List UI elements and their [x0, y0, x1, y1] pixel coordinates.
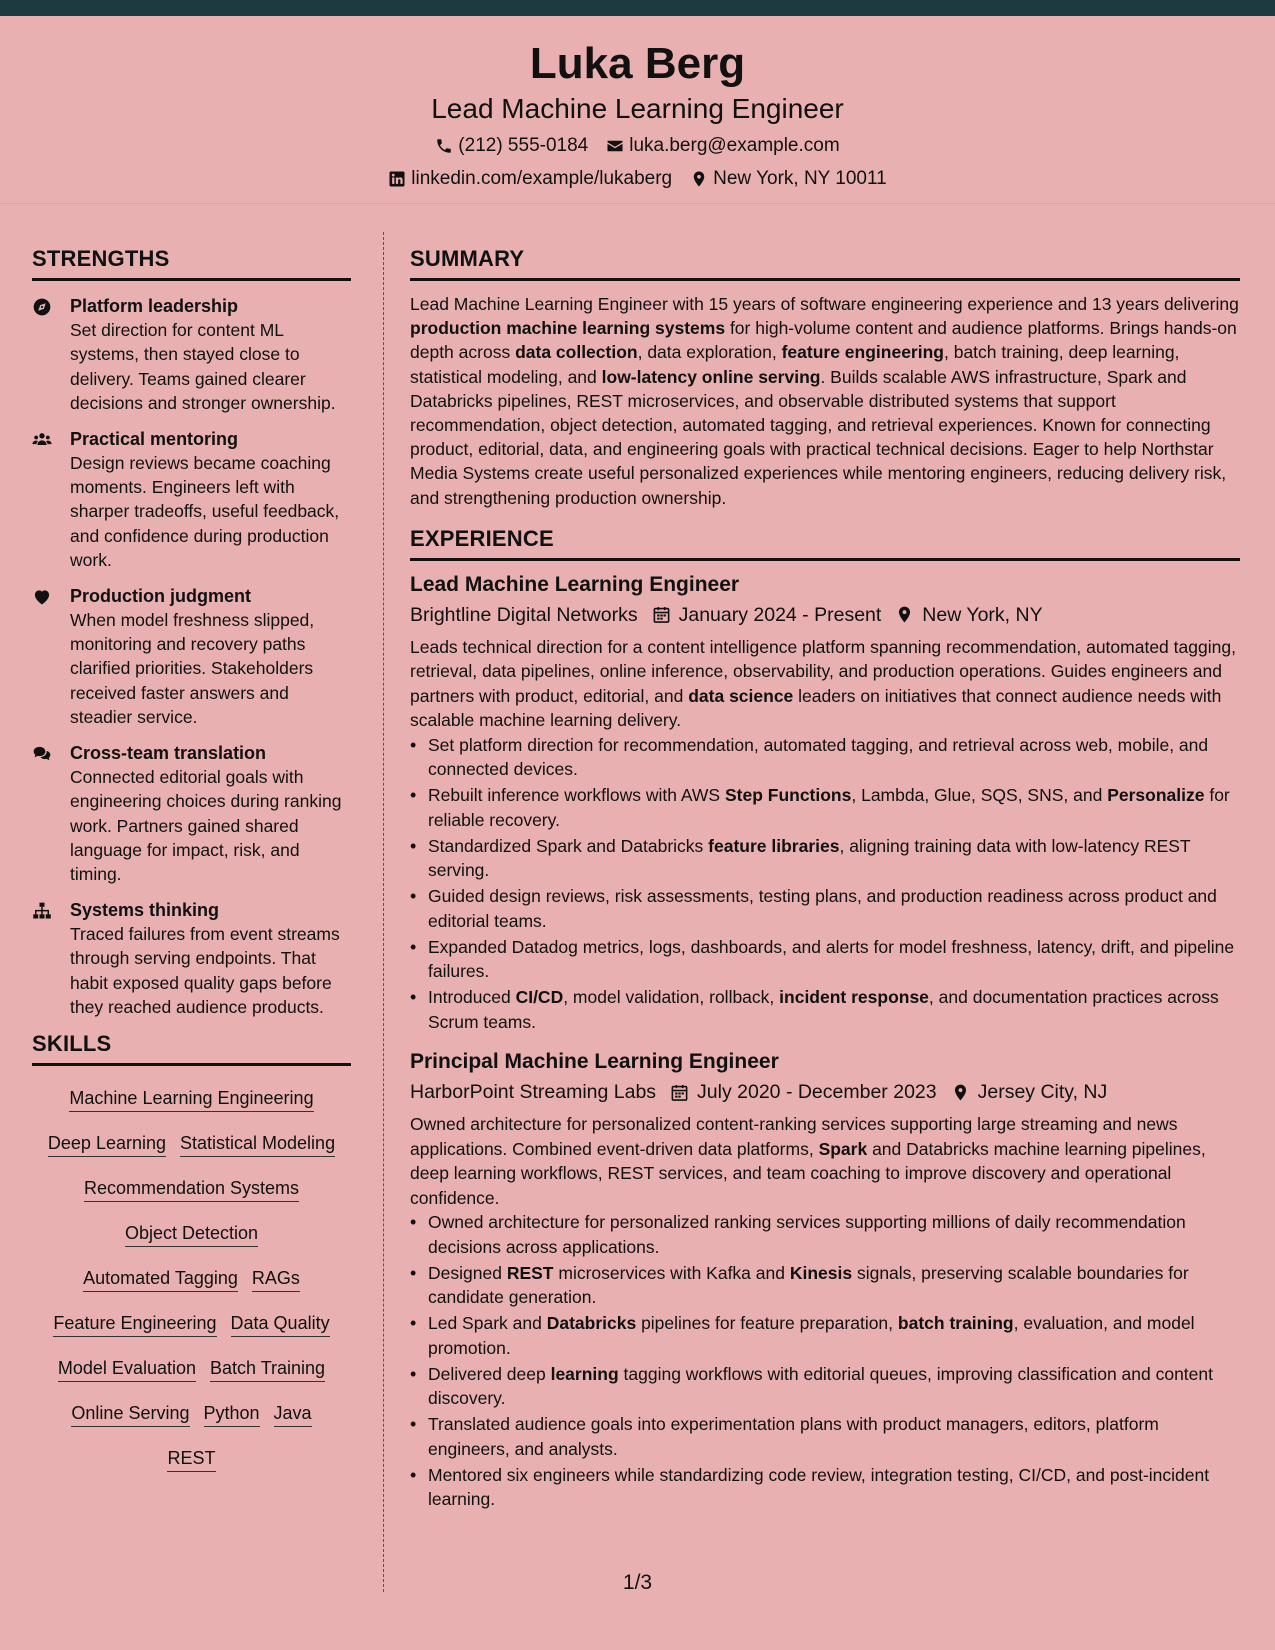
job-dates	[670, 1076, 937, 1108]
skills-row	[32, 1166, 351, 1211]
skills-row	[32, 1391, 351, 1436]
map-pin-icon	[690, 170, 708, 188]
skill-tag: Automated Tagging	[83, 1267, 238, 1292]
strength-description: Connected editorial goals with engineering choices during ranking work. Partners gained shared language for impact, risk, and timing.	[70, 766, 342, 885]
skills-row	[32, 1301, 351, 1346]
job-bullet: • Translated audience goals into experimentation plans with product managers, editors, platform engineers, and analysts.	[410, 1412, 1240, 1461]
strength-title: Practical mentoring	[70, 428, 239, 449]
column-divider	[383, 232, 384, 1592]
skills-list	[32, 1076, 351, 1481]
strength-description: Set direction for content ML systems, then stayed close to delivery. Teams gained clearer decisions and stronger ownership.	[70, 320, 336, 414]
linkedin-text: linkedin.com/example/lukaberg	[411, 168, 673, 189]
location-text: New York, NY 10011	[713, 168, 887, 189]
strength-item	[32, 427, 351, 573]
strength-icon	[32, 294, 70, 416]
job-title: Lead Machine Learning Engineer	[410, 572, 740, 596]
phone-text: (212) 555-0184	[458, 135, 589, 156]
skills-row	[32, 1121, 351, 1166]
contact-row-1	[0, 136, 1275, 155]
experience-heading: EXPERIENCE	[410, 528, 1240, 561]
job-bullet: • Set platform direction for recommendation, automated tagging, and retrieval across web, mobile, and connected devices.	[410, 733, 1240, 782]
job-bullet: • Led Spark and Databricks pipelines for feature preparation, batch training, evaluation, and model promotion.	[410, 1311, 1240, 1360]
job-dates-text: July 2020 - December 2023	[697, 1081, 937, 1104]
right-column	[410, 248, 1240, 1513]
job-bullet: • Designed REST microservices with Kafka and Kinesis signals, preserving scalable boundaries for candidate generation.	[410, 1261, 1240, 1310]
skill-tag: Deep Learning	[48, 1132, 166, 1157]
skill-tag: REST	[167, 1447, 215, 1472]
skill-tag: Java	[274, 1402, 312, 1427]
job-entry	[410, 571, 1240, 1035]
skills-row	[32, 1211, 351, 1256]
job-description: Owned architecture for personalized content-ranking services supporting large streaming and news applications. Combined event-driven data platforms, Spark and Databricks machine learning pipelines, deep learning workflows, REST services, and team coaching to improve discovery and operational confidence.	[410, 1114, 1206, 1208]
job-bullet: • Owned architecture for personalized ranking services supporting millions of daily recommendation decisions across applications.	[410, 1210, 1240, 1259]
skill-tag: Model Evaluation	[58, 1357, 196, 1382]
strength-body	[70, 294, 351, 416]
job-title: Principal Machine Learning Engineer	[410, 1050, 779, 1074]
strength-title: Production judgment	[70, 585, 251, 606]
sitemap-icon	[32, 901, 52, 921]
strength-description: Design reviews became coaching moments. Engineers left with sharper tradeoffs, useful feedback, and confidence during production work.	[70, 452, 340, 571]
job-bullet: • Mentored six engineers while standardizing code review, integration testing, CI/CD, and post-incident learning.	[410, 1463, 1240, 1512]
strength-title: Cross-team translation	[70, 742, 267, 763]
job-bullets	[410, 1210, 1240, 1512]
skill-tag: Recommendation Systems	[84, 1177, 299, 1202]
job-bullet: • Expanded Datadog metrics, logs, dashboards, and alerts for model freshness, latency, drift, and pipeline failures.	[410, 935, 1240, 984]
skill-tag: Machine Learning Engineering	[69, 1087, 313, 1112]
page-number: 1/3	[622, 1571, 653, 1594]
strength-body	[70, 427, 351, 573]
strength-item	[32, 294, 351, 416]
contact-row-2	[0, 169, 1275, 188]
strength-icon	[32, 898, 70, 1020]
skills-row	[32, 1346, 351, 1391]
phone-contact[interactable]	[435, 136, 588, 155]
envelope-icon	[606, 137, 624, 155]
skills-heading: SKILLS	[32, 1033, 351, 1066]
job-company: Brightline Digital Networks	[410, 603, 638, 626]
skill-tag: Statistical Modeling	[180, 1132, 335, 1157]
location-contact	[690, 169, 887, 188]
strength-description: Traced failures from event streams through serving endpoints. That habit exposed quality gaps before they reached audience products.	[70, 923, 340, 1017]
job-dates	[652, 599, 882, 631]
skill-tag: RAGs	[252, 1267, 300, 1292]
strength-description: When model freshness slipped, monitoring and recovery paths clarified priorities. Stakeholders received faster answers and steadier service.	[70, 609, 315, 728]
job-company: HarborPoint Streaming Labs	[410, 1081, 657, 1104]
skill-tag: Feature Engineering	[53, 1312, 216, 1337]
skill-tag: Online Serving	[71, 1402, 189, 1427]
skill-tag: Data Quality	[231, 1312, 330, 1337]
summary-heading: SUMMARY	[410, 248, 1240, 281]
calendar-icon	[670, 1083, 689, 1102]
skills-row	[32, 1256, 351, 1301]
job-bullets	[410, 733, 1240, 1035]
map-pin-icon	[951, 1083, 970, 1102]
job-bullet: • Delivered deep learning tagging workflows with editorial queues, improving classification and content discovery.	[410, 1362, 1240, 1411]
heart-icon	[32, 587, 52, 607]
job-bullet: • Guided design reviews, risk assessments, testing plans, and production readiness across product and editorial teams.	[410, 884, 1240, 933]
strengths-list	[32, 294, 351, 1019]
skill-tag: Python	[204, 1402, 260, 1427]
job-location	[895, 599, 1042, 631]
job-location-text: Jersey City, NJ	[977, 1081, 1108, 1104]
summary-text: Lead Machine Learning Engineer with 15 years of software engineering experience and 13 years delivering production machine learning systems for high-volume content and audience platforms. Brings hands-on depth across data collection, data exploration, feature engineering, batch training, deep learning, statistical modeling, and low-latency online serving. Builds scalable AWS infrastructure, Spark and Databricks pipelines, REST microservices, and observable distributed systems that support recommendation, object detection, automated tagging, and retrieval experiences. Known for connecting product, editorial, data, and engineering goals with practical technical decisions. Eager to help Northstar Media Systems create useful personalized experiences while mentoring engineers, reducing delivery risk, and strengthening production ownership.	[410, 294, 1239, 508]
job-bullet: • Standardized Spark and Databricks feature libraries, aligning training data with low-latency REST serving.	[410, 834, 1240, 883]
left-column	[32, 248, 351, 1481]
skill-tag: Batch Training	[210, 1357, 325, 1382]
job-bullet: • Introduced CI/CD, model validation, rollback, incident response, and documentation practices across Scrum teams.	[410, 985, 1240, 1034]
linkedin-contact[interactable]	[388, 169, 672, 188]
job-dates-text: January 2024 - Present	[678, 603, 882, 626]
strength-item	[32, 898, 351, 1020]
job-meta	[410, 599, 1240, 631]
strength-item	[32, 741, 351, 887]
calendar-icon	[652, 605, 671, 624]
job-description: Leads technical direction for a content intelligence platform spanning recommendation, automated tagging, retrieval, data pipelines, online inference, observability, and production operations. Guides engineers and partners with product, editorial, and data science leaders on initiatives that connect audience needs with scalable machine learning delivery.	[410, 636, 1236, 731]
email-text: luka.berg@example.com	[629, 135, 840, 156]
skill-tag: Object Detection	[125, 1222, 258, 1247]
strength-body	[70, 741, 351, 887]
strength-icon	[32, 741, 70, 887]
top-bar	[0, 0, 1275, 16]
phone-icon	[435, 137, 453, 155]
linkedin-icon	[388, 170, 406, 188]
job-location-text: New York, NY	[922, 603, 1043, 626]
strengths-heading: STRENGTHS	[32, 248, 351, 281]
job-location	[951, 1076, 1108, 1108]
comments-icon	[32, 744, 52, 764]
candidate-title: Lead Machine Learning Engineer	[431, 93, 844, 124]
job-bullet: • Rebuilt inference workflows with AWS Step Functions, Lambda, Glue, SQS, SNS, and Personalize for reliable recovery.	[410, 783, 1240, 832]
job-meta	[410, 1076, 1240, 1108]
strength-body	[70, 584, 351, 730]
candidate-name: Luka Berg	[529, 39, 746, 88]
strength-title: Systems thinking	[70, 899, 220, 920]
strength-body	[70, 898, 351, 1020]
email-contact[interactable]	[606, 136, 839, 155]
skills-row	[32, 1436, 351, 1481]
map-pin-icon	[895, 605, 914, 624]
experience-list	[410, 571, 1240, 1512]
resume-header	[0, 16, 1275, 204]
strength-icon	[32, 427, 70, 573]
users-icon	[32, 430, 52, 450]
strength-title: Platform leadership	[70, 296, 239, 316]
strength-item	[32, 584, 351, 730]
strength-icon	[32, 584, 70, 730]
skills-row	[32, 1076, 351, 1121]
job-entry	[410, 1048, 1240, 1512]
compass-icon	[32, 297, 52, 317]
